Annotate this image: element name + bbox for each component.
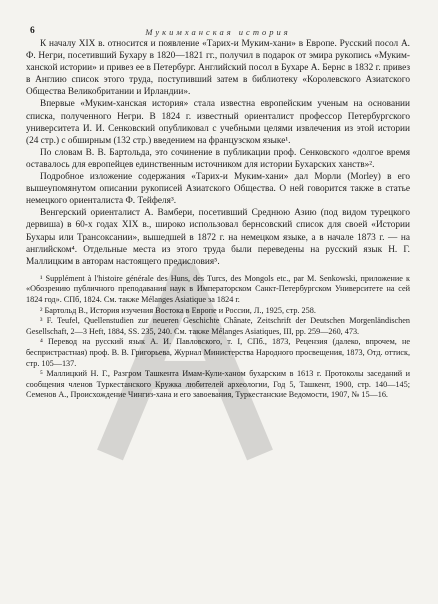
footnote-5: ⁵ Маллицкий Н. Г., Разгром Ташкента Имам-Кули-ханом бухарским в 1613 г. Протоколы заседаний и сообщения членов Туркестанского Кружка любителей археологии, Год 5, Ташкент, 1900, стр. 140—145; Семенов А., Происхождение Чингиз-хана и его завоевания, Туркестанские Ведомости, 1907, № 15—16. [26, 369, 410, 400]
running-title: Мукимханская история [145, 27, 291, 37]
paragraph-2: Впервые «Муким-ханская история» стала известна европейским ученым на основании списка, полученного Негри. В 1824 г. известный ориенталист профессор Петербургского университета И. И. Сенковский опубликовал с учебными целями извлечения из этой истории (24 стр.) с обширным (132 стр.) введением на французском языке¹. [26, 99, 410, 146]
page-number: 6 [30, 26, 35, 36]
paragraph-1: К началу XIX в. относится и появление «Тарих-и Муким-хани» в Европе. Русский посол А. Ф. Негри, посетивший Бухару в 1820—1821 гг., получил в подарок от эмира рукопись «Муким-ханской истории» и привез ее в Петербург. Английский посол в Бухаре А. Бернс в 1832 г. привез в Англию список этого труда, поступивший затем в библиотеку «Королевского Азиатского Общества Великобритании и Ирландии». [26, 39, 410, 98]
footnote-1: ¹ Supplément à l'histoire générale des Huns, des Turcs, des Mongols etc., par M. Senkowski, приложение к «Обозрению публичного преподавания наук в Императорском Санкт-Петербургском Университете на сей 1824 год». СПб, 1824. См. также Mélanges Asiatique за 1824 г. [26, 273, 410, 304]
paragraph-5: Венгерский ориенталист А. Вамбери, посетивший Среднюю Азию (под видом турецкого дервиша) в 60-х годах XIX в., широко использовал бернсовский список для своей «Истории Бухары или Трансоксании», вышедшей в 1872 г. на немецком языке, а в начале 1873 г. — на английском⁴. Отдельные места из этого труда были переведены на русский язык Н. Г. Маллицким в авторам настоящего предисловия⁵. [26, 208, 410, 267]
footnote-4: ⁴ Перевод на русский язык А. И. Павловского, т. I, СПб., 1873, Рецензия (далеко, впрочем, не беспристрастная) проф. В. В. Григорьева, Журнал Министерства Народного просвещения, 1873, Отд. оттиск, стр. 105—137. [26, 337, 410, 368]
main-text [26, 38, 410, 268]
page-header [26, 20, 410, 38]
paragraph-4: Подробное изложение содержания «Тарих-и Муким-хани» дал Морли (Morley) в его вышеупомянутом описании рукописей Азиатского Общества. О ней говорится также в статье немецкого ориенталиста Ф. Тейфеля³. [26, 172, 410, 207]
paragraph-3: По словам В. В. Бартольда, это сочинение в публикации проф. Сенковского «долгое время оставалось для европейцев единственным источником для истории Бухарских ханств»². [26, 147, 410, 170]
footnote-3: ³ F. Teufel, Quellenstudien zur neueren Geschichte Chânate, Zeitschrift der Deutschen Morgenländischen Gesellschaft, 2—3 Heft, 1884, SS. 235, 240. См. также Mélanges Asiatiques, III, pp. 259—260, 473. [26, 316, 410, 336]
footnotes [26, 274, 410, 401]
footnote-2: ² Бартольд В., История изучения Востока в Европе и России, Л., 1925, стр. 258. [40, 305, 316, 315]
